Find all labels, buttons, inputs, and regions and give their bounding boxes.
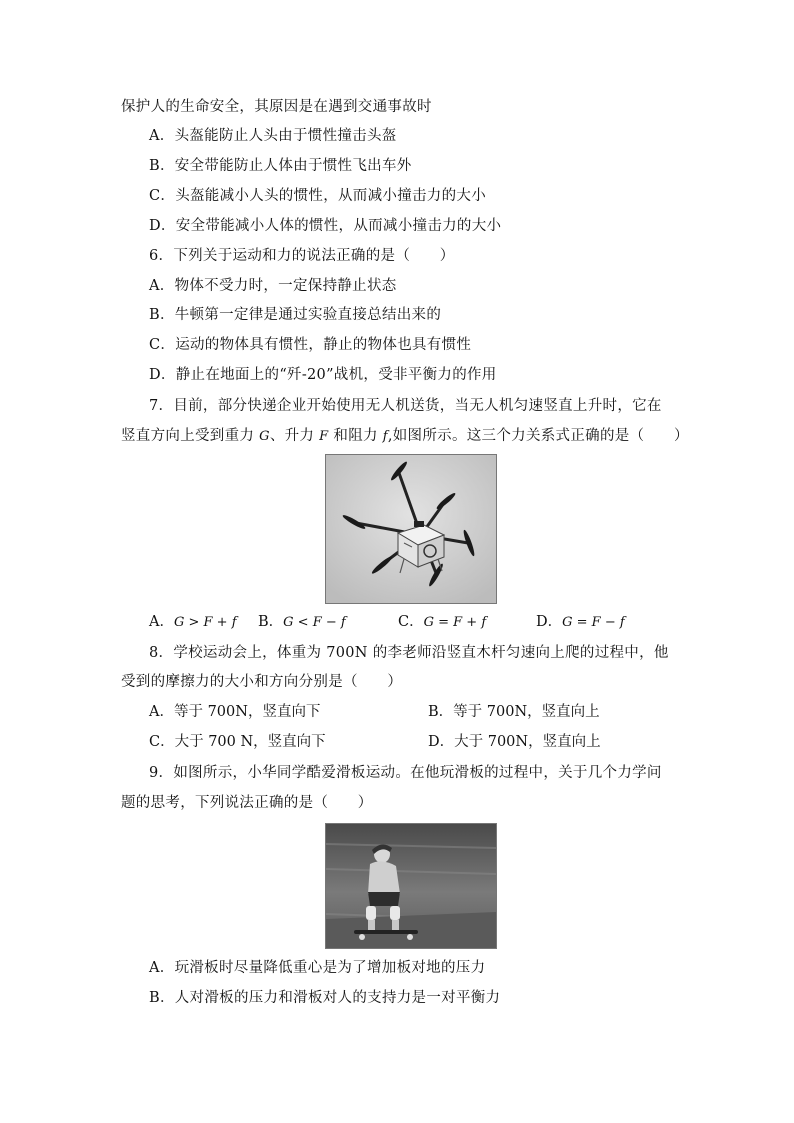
q7-stem-line1: 7．目前，部分快递企业开始使用无人机送货，当无人机匀速竖直上升时，它在 xyxy=(149,398,662,414)
q9-option-b: B．人对滑板的压力和滑板对人的支持力是一对平衡力 xyxy=(149,990,501,1006)
q8-option-a: A．等于 700N，竖直向下 xyxy=(149,704,321,720)
q9-stem-line2: 题的思考，下列说法正确的是（ ） xyxy=(121,795,373,811)
q7-option-a-label: A． xyxy=(149,614,174,630)
q7-option-d-expr: G = F − f xyxy=(562,615,625,630)
q7-option-a-expr: G > F + f xyxy=(173,615,237,630)
q6-option-c: C．运动的物体具有惯性，静止的物体也具有惯性 xyxy=(149,337,472,353)
q7-option-c xyxy=(398,612,486,633)
q8-option-b: B．等于 700N，竖直向上 xyxy=(428,704,600,720)
q7-option-b xyxy=(258,612,346,633)
q6-option-b: B．牛顿第一定律是通过实验直接总结出来的 xyxy=(149,307,442,323)
q6-stem: 6．下列关于运动和力的说法正确的是（ ） xyxy=(149,248,455,264)
q8-option-d: D．大于 700N，竖直向上 xyxy=(428,734,601,750)
q7-stem-line2 xyxy=(121,426,689,447)
q7-text-b: 、升力 xyxy=(269,428,315,444)
q7-option-a xyxy=(149,612,237,633)
q9-option-a: A．玩滑板时尽量降低重心是为了增加板对地的压力 xyxy=(149,960,486,976)
q7-option-b-label: B． xyxy=(258,614,284,630)
q9-stem-line1: 9．如图所示，小华同学酷爱滑板运动。在他玩滑板的过程中，关于几个力学问 xyxy=(149,765,662,781)
drone-drawing xyxy=(326,455,496,603)
q5-option-c: C．头盔能减小人头的惯性，从而减小撞击力的大小 xyxy=(149,188,486,204)
q8-option-c: C．大于 700 N，竖直向下 xyxy=(149,734,326,750)
q7-option-d-label: D． xyxy=(536,614,563,630)
q7-option-b-expr: G < F − f xyxy=(283,615,346,630)
skateboarder-drawing xyxy=(326,824,496,948)
q7-option-c-expr: G = F + f xyxy=(423,615,487,630)
q7-var-f-lower: f xyxy=(382,429,388,444)
q6-option-a: A．物体不受力时，一定保持静止状态 xyxy=(149,278,397,294)
q7-text-c: 和阻力 xyxy=(333,428,378,444)
q7-option-d xyxy=(536,612,625,633)
q7-var-g: G xyxy=(259,429,270,444)
q5-option-b: B．安全带能防止人体由于惯性飞出车外 xyxy=(149,158,412,174)
q7-var-f-upper: F xyxy=(319,429,329,444)
q8-stem-line2: 受到的摩擦力的大小和方向分别是（ ） xyxy=(121,674,403,690)
q6-option-d: D．静止在地面上的“歼-20”战机，受非平衡力的作用 xyxy=(149,367,497,383)
skateboarder-photo-icon xyxy=(325,823,497,949)
q5-option-d: D．安全带能减小人体的惯性，从而减小撞击力的大小 xyxy=(149,218,502,234)
q8-stem-line1: 8．学校运动会上，体重为 700N 的李老师沿竖直木杆匀速向上爬的过程中，他 xyxy=(149,645,669,661)
q5-stem-continuation: 保护人的生命安全，其原因是在遇到交通事故时 xyxy=(121,99,432,115)
q5-option-a: A．头盔能防止人头由于惯性撞击头盔 xyxy=(149,128,397,144)
q7-text-d: ,如图所示。这三个力关系式正确的是（ ） xyxy=(387,428,689,444)
q7-option-c-label: C． xyxy=(398,614,424,630)
drone-photo-icon xyxy=(325,454,497,604)
q7-text-a: 竖直方向上受到重力 xyxy=(121,428,255,444)
